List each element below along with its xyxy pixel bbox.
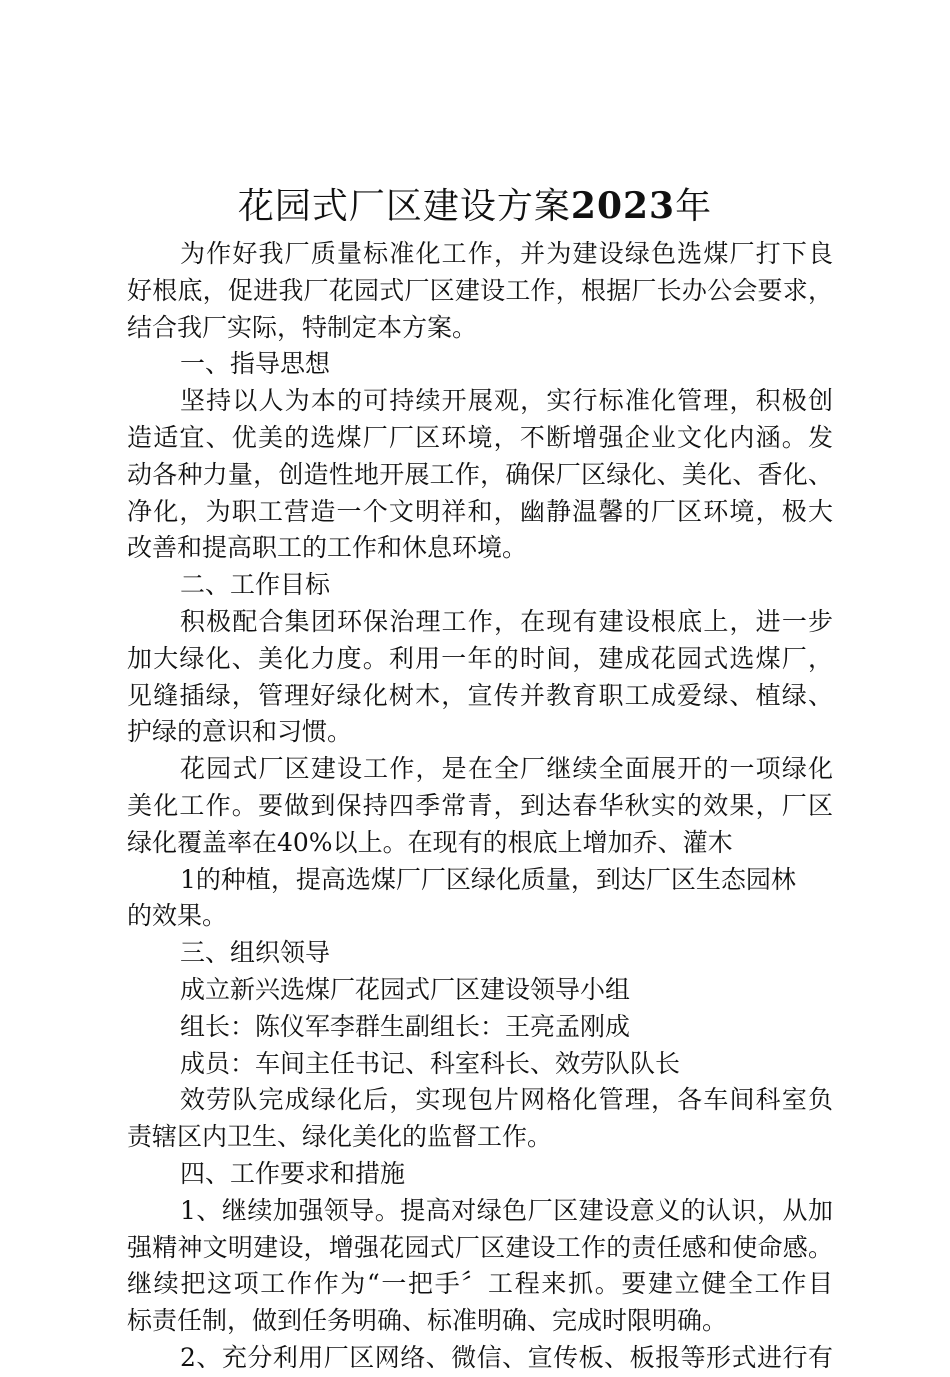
- text-line: 2、充分利用厂区网络、微信、宣传板、板报等形式进行有: [180, 1342, 833, 1372]
- text-line: 加大绿化、美化力度。利用一年的时间，建成花园式选煤厂，: [127, 643, 833, 673]
- text-line: 花园式厂区建设工作，是在全厂继续全面展开的一项绿化: [180, 754, 833, 784]
- text-line: 好根底，促进我厂花园式厂区建设工作，根据厂长办公会要求，: [127, 275, 833, 305]
- text-line: 标责任制，做到任务明确、标准明确、完成时限明确。: [127, 1306, 728, 1336]
- text-line: 坚持以人为本的可持续开展观，实行标准化管理，积极创: [180, 386, 833, 416]
- text-line: 净化，为职工营造一个文明祥和，幽静温馨的厂区环境，极大: [127, 496, 833, 526]
- document-body: [127, 236, 833, 1377]
- text-line: 积极配合集团环保治理工作，在现有建设根底上，进一步: [180, 606, 833, 636]
- text-line: 改善和提高职工的工作和休息环境。: [127, 533, 528, 563]
- text-line: 动各种力量，创造性地开展工作，确保厂区绿化、美化、香化、: [127, 459, 833, 489]
- text-line: 1的种植，提高选煤厂厂区绿化质量，到达厂区生态园林: [180, 864, 796, 894]
- text-line: 一、指导思想: [180, 349, 331, 379]
- text-line: 继续把这项工作作为“一把手〞工程来抓。要建立健全工作目: [127, 1269, 833, 1299]
- text-line: 的效果。: [127, 901, 228, 931]
- text-line: 三、组织领导: [180, 938, 331, 968]
- text-line: 责辖区内卫生、绿化美化的监督工作。: [127, 1122, 553, 1152]
- text-line: 效劳队完成绿化后，实现包片网格化管理，各车间科室负: [180, 1085, 833, 1115]
- text-line: 见缝插绿，管理好绿化树木，宣传并教育职工成爱绿、植绿、: [127, 680, 833, 710]
- title-suffix: 年: [675, 186, 713, 227]
- text-line: 二、工作目标: [180, 570, 331, 600]
- text-line: 四、工作要求和措施: [180, 1158, 406, 1188]
- title-year: 2023: [570, 185, 676, 227]
- text-line: 组长：陈仪军李群生副组长：王亮孟刚成: [180, 1011, 631, 1041]
- text-line: 护绿的意识和习惯。: [127, 717, 353, 747]
- text-line: 结合我厂实际，特制定本方案。: [127, 312, 478, 342]
- text-line: 美化工作。要做到保持四季常青，到达春华秋实的效果，厂区: [127, 790, 833, 820]
- text-line: 强精神文明建设，增强花园式厂区建设工作的责任感和使命感。: [127, 1232, 833, 1262]
- text-line: 造适宜、优美的选煤厂厂区环境，不断增强企业文化内涵。发: [127, 422, 833, 452]
- text-line: 为作好我厂质量标准化工作，并为建设绿色选煤厂打下良: [180, 239, 833, 268]
- text-line: 成立新兴选煤厂花园式厂区建设领导小组: [180, 974, 631, 1004]
- text-line: 绿化覆盖率在40%以上。在现有的根底上增加乔、灌木: [127, 827, 733, 857]
- title-text: 花园式厂区建设方案: [237, 186, 571, 227]
- document-title: [0, 180, 950, 233]
- text-line: 1、继续加强领导。提高对绿色厂区建设意义的认识，从加: [180, 1195, 833, 1225]
- text-line: 成员：车间主任书记、科室科长、效劳队队长: [180, 1048, 681, 1078]
